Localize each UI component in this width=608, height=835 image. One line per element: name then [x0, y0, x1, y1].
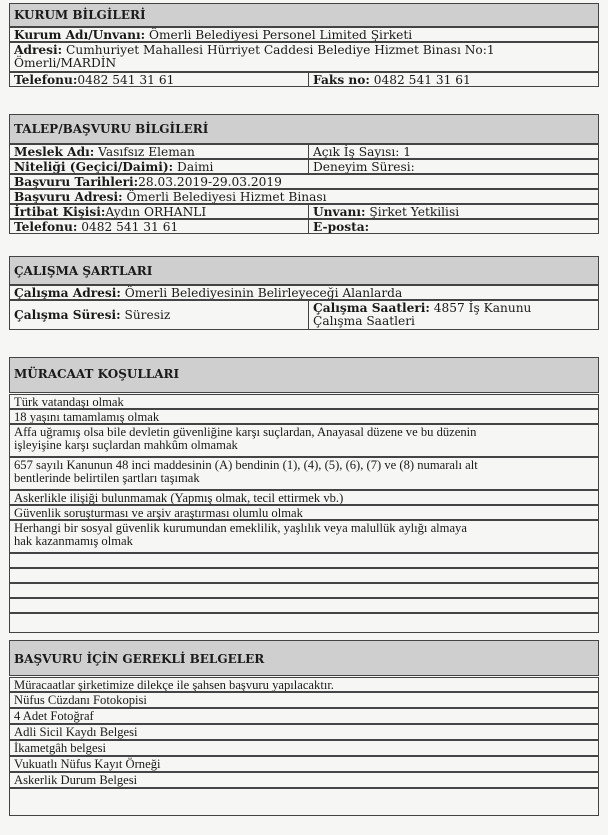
list-item-text: Müracaatlar şirketimize dilekçe ile şahsen başvuru yapılacaktır. — [14, 678, 334, 692]
empty-row — [9, 788, 599, 816]
talep-telefon-row — [9, 219, 599, 234]
acik-is-cell — [308, 145, 415, 158]
saat-cell — [308, 301, 535, 329]
field-value: Süresiz — [120, 308, 171, 322]
talep-telefon-cell — [10, 220, 182, 233]
list-item-text: Nüfus Cüzdanı Fotokopisi — [14, 693, 147, 707]
talep-nitelik-row — [9, 159, 599, 174]
list-item-text: Herhangi bir sosyal güvenlik kurumundan emeklilik, yaşlılık veya malullük aylığı almaya — [14, 521, 467, 535]
list-item — [9, 505, 599, 520]
irtibat-unvan-cell — [308, 205, 463, 218]
list-item — [9, 708, 599, 724]
list-item-text: Türk vatandaşı olmak — [14, 395, 124, 409]
field-label: Deneyim Süresi: — [313, 160, 415, 174]
field-value: 28.03.2019-29.03.2019 — [138, 175, 282, 189]
talep-irtibat-row — [9, 204, 599, 219]
field-label: Çalışma Adresi: — [14, 286, 121, 300]
field-label: Faks no: — [313, 73, 370, 87]
field-label: Çalışma Saatleri: — [313, 301, 430, 315]
field-value: Ömerli Belediyesi Hizmet Binası — [122, 190, 327, 204]
field-value: Çalışma Saatleri — [313, 314, 415, 328]
list-item-text: 657 sayılı Kanunun 48 inci maddesinin (A) bendinin (1), (4), (5), (6), (7) ve (8) numaralı alt — [14, 458, 478, 472]
field-label: Niteliği (Geçici/Daimi): — [14, 160, 174, 174]
list-item — [9, 772, 599, 788]
list-item-text: bentlerinde belirtilen şartları taşımak — [14, 471, 200, 485]
section-title: BAŞVURU İÇİN GEREKLİ BELGELER — [14, 652, 265, 666]
empty-row — [9, 553, 599, 568]
field-value: 0482 541 31 61 — [77, 73, 175, 87]
field-label: Adresi: — [14, 43, 63, 57]
list-item — [9, 424, 599, 457]
list-item — [9, 756, 599, 772]
field-label: Çalışma Süresi: — [14, 308, 121, 322]
list-item — [9, 677, 599, 692]
kurum-adres-row — [9, 42, 599, 72]
list-item-text: işleyişine karşı suçlardan mahkûm olmamak — [14, 438, 238, 452]
section-title: ÇALIŞMA ŞARTLARI — [14, 264, 153, 278]
field-label: Başvuru Tarihleri: — [14, 175, 139, 189]
field-value: Şirket Yetkilisi — [365, 205, 460, 219]
field-label: E-posta: — [313, 220, 370, 234]
list-item-text: Askerlikle ilişiği bulunmamak (Yapmış olmak, tecil ettirmek vb.) — [14, 491, 344, 505]
deneyim-cell — [308, 160, 419, 173]
field-value: Aydın ORHANLI — [105, 205, 207, 219]
field-value: Ömerli Belediyesi Personel Limited Şirketi — [145, 28, 413, 42]
section-header-muracaat — [9, 357, 599, 393]
calisma-sure-row — [9, 300, 599, 330]
irtibat-cell — [10, 205, 210, 218]
field-value: 0482 541 31 61 — [77, 220, 179, 234]
list-item-text: Güvenlik soruşturması ve arşiv araştırması olumlu olmak — [14, 506, 303, 520]
field-label: İrtibat Kişisi: — [14, 205, 106, 219]
section-title: KURUM BİLGİLERİ — [14, 8, 146, 22]
kurum-unvan-row — [9, 27, 599, 42]
empty-row — [9, 583, 599, 598]
list-item — [9, 520, 599, 553]
field-value: 0482 541 31 61 — [369, 73, 471, 87]
list-item-text: Askerlik Durum Belgesi — [14, 773, 138, 787]
kurum-telefon-row — [9, 72, 599, 87]
list-item — [9, 724, 599, 740]
faks-cell — [308, 73, 475, 86]
list-item — [9, 740, 599, 756]
list-item — [9, 394, 599, 409]
field-value: Ömerli/MARDİN — [14, 56, 117, 70]
calisma-adres-row — [9, 285, 599, 300]
list-item-text: Adli Sicil Kaydı Belgesi — [14, 725, 138, 739]
list-item — [9, 457, 599, 490]
list-item-text: hak kazanmamış olmak — [14, 534, 133, 548]
section-header-calisma — [9, 256, 599, 285]
field-value: Açık İş Sayısı: 1 — [313, 145, 412, 159]
section-header-talep — [9, 114, 599, 144]
field-value: 4857 İş Kanunu — [429, 301, 532, 315]
list-item-text: Vukuatlı Nüfus Kayıt Örneği — [14, 757, 161, 771]
talep-tarih-row — [9, 174, 599, 189]
section-title: MÜRACAAT KOŞULLARI — [14, 367, 180, 381]
field-label: Meslek Adı: — [14, 145, 95, 159]
field-value: Ömerli Belediyesinin Belirleyeceği Alanlarda — [120, 286, 403, 300]
sure-cell — [10, 301, 174, 329]
list-item — [9, 692, 599, 708]
section-header-kurum — [9, 3, 599, 27]
list-item — [9, 409, 599, 424]
field-label: Telefonu: — [14, 220, 78, 234]
telefon-cell — [10, 73, 178, 86]
field-label: Kurum Adı/Unvanı: — [14, 28, 146, 42]
talep-adres-row — [9, 189, 599, 204]
list-item-text: 18 yaşını tamamlamış olmak — [14, 410, 160, 424]
section-title: TALEP/BAŞVURU BİLGİLERİ — [14, 122, 209, 136]
field-label: Unvanı: — [313, 205, 366, 219]
field-value: Daimi — [173, 160, 214, 174]
empty-row — [9, 568, 599, 583]
talep-meslek-row — [9, 144, 599, 159]
field-value: Vasıfsız Eleman — [94, 145, 195, 159]
list-item-text: 4 Adet Fotoğraf — [14, 709, 94, 723]
list-item — [9, 490, 599, 505]
field-label: Başvuru Adresi: — [14, 190, 123, 204]
empty-row — [9, 613, 599, 633]
nitelik-cell — [10, 160, 217, 173]
empty-row — [9, 598, 599, 613]
list-item-text: İkametgâh belgesi — [14, 741, 106, 755]
field-value: Cumhuriyet Mahallesi Hürriyet Caddesi Belediye Hizmet Binası No:1 — [62, 43, 495, 57]
meslek-cell — [10, 145, 199, 158]
list-item-text: Affa uğramış olsa bile devletin güvenliğine karşı suçlardan, Anayasal düzene ve bu düzenin — [14, 425, 477, 439]
section-header-belgeler — [9, 640, 599, 676]
eposta-cell — [308, 220, 373, 233]
field-label: Telefonu: — [14, 73, 78, 87]
